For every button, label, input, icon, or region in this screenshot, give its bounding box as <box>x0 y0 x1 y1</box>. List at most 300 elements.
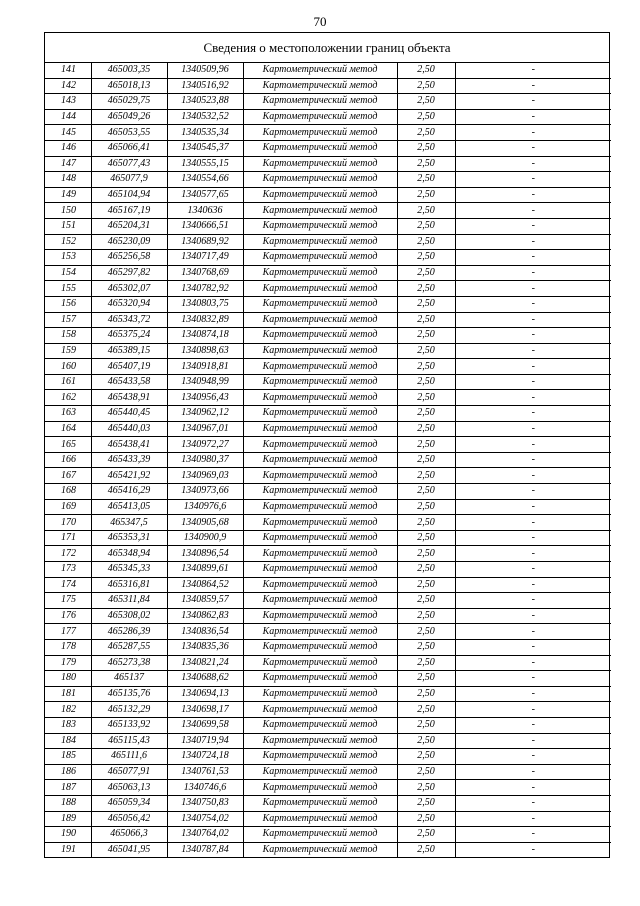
table-row <box>45 827 611 843</box>
table-row <box>45 250 611 266</box>
cell-description: - <box>455 795 611 811</box>
cell-coordinate-y: 1340516,92 <box>167 78 243 94</box>
cell-method: Картометрический метод <box>243 172 397 188</box>
cell-coordinate-y: 1340832,89 <box>167 312 243 328</box>
cell-accuracy: 2,50 <box>397 593 455 609</box>
cell-method: Картометрический метод <box>243 686 397 702</box>
cell-point-number: 152 <box>45 234 91 250</box>
cell-method: Картометрический метод <box>243 187 397 203</box>
cell-coordinate-x: 465302,07 <box>91 281 167 297</box>
cell-point-number: 141 <box>45 63 91 78</box>
cell-coordinate-x: 465416,29 <box>91 484 167 500</box>
cell-method: Картометрический метод <box>243 655 397 671</box>
cell-coordinate-x: 465286,39 <box>91 624 167 640</box>
cell-coordinate-y: 1340967,01 <box>167 421 243 437</box>
table-row <box>45 733 611 749</box>
cell-method: Картометрический метод <box>243 499 397 515</box>
table-row <box>45 187 611 203</box>
cell-accuracy: 2,50 <box>397 312 455 328</box>
cell-point-number: 162 <box>45 390 91 406</box>
cell-description: - <box>455 328 611 344</box>
table-row <box>45 328 611 344</box>
cell-accuracy: 2,50 <box>397 499 455 515</box>
cell-coordinate-x: 465348,94 <box>91 546 167 562</box>
cell-description: - <box>455 515 611 531</box>
cell-accuracy: 2,50 <box>397 172 455 188</box>
cell-point-number: 157 <box>45 312 91 328</box>
cell-description: - <box>455 546 611 562</box>
cell-method: Картометрический метод <box>243 811 397 827</box>
cell-coordinate-x: 465077,91 <box>91 764 167 780</box>
cell-coordinate-x: 465077,9 <box>91 172 167 188</box>
cell-description: - <box>455 406 611 422</box>
cell-description: - <box>455 827 611 843</box>
cell-point-number: 191 <box>45 842 91 857</box>
cell-method: Картометрический метод <box>243 717 397 733</box>
cell-point-number: 188 <box>45 795 91 811</box>
cell-coordinate-x: 465111,6 <box>91 749 167 765</box>
cell-coordinate-y: 1340698,17 <box>167 702 243 718</box>
table-row <box>45 655 611 671</box>
cell-method: Картометрический метод <box>243 156 397 172</box>
cell-method: Картометрический метод <box>243 421 397 437</box>
cell-description: - <box>455 94 611 110</box>
cell-method: Картометрический метод <box>243 671 397 687</box>
cell-description: - <box>455 63 611 78</box>
cell-point-number: 171 <box>45 530 91 546</box>
cell-description: - <box>455 686 611 702</box>
cell-coordinate-y: 1340523,88 <box>167 94 243 110</box>
cell-accuracy: 2,50 <box>397 811 455 827</box>
cell-coordinate-x: 465433,39 <box>91 452 167 468</box>
table-row <box>45 780 611 796</box>
cell-coordinate-y: 1340862,83 <box>167 608 243 624</box>
cell-point-number: 154 <box>45 265 91 281</box>
table-row <box>45 686 611 702</box>
cell-accuracy: 2,50 <box>397 437 455 453</box>
cell-method: Картометрический метод <box>243 624 397 640</box>
cell-point-number: 148 <box>45 172 91 188</box>
cell-description: - <box>455 187 611 203</box>
cell-coordinate-y: 1340874,18 <box>167 328 243 344</box>
cell-coordinate-x: 465059,34 <box>91 795 167 811</box>
table-row <box>45 468 611 484</box>
cell-coordinate-y: 1340509,96 <box>167 63 243 78</box>
cell-coordinate-x: 465003,35 <box>91 63 167 78</box>
cell-coordinate-y: 1340689,92 <box>167 234 243 250</box>
cell-coordinate-y: 1340956,43 <box>167 390 243 406</box>
cell-description: - <box>455 624 611 640</box>
cell-coordinate-x: 465230,09 <box>91 234 167 250</box>
cell-accuracy: 2,50 <box>397 702 455 718</box>
cell-coordinate-y: 1340554,66 <box>167 172 243 188</box>
cell-accuracy: 2,50 <box>397 203 455 219</box>
cell-description: - <box>455 608 611 624</box>
cell-coordinate-x: 465135,76 <box>91 686 167 702</box>
cell-coordinate-y: 1340899,61 <box>167 562 243 578</box>
cell-method: Картометрический метод <box>243 749 397 765</box>
cell-coordinate-y: 1340577,65 <box>167 187 243 203</box>
cell-accuracy: 2,50 <box>397 795 455 811</box>
cell-accuracy: 2,50 <box>397 109 455 125</box>
table-row <box>45 218 611 234</box>
cell-accuracy: 2,50 <box>397 328 455 344</box>
cell-coordinate-y: 1340532,52 <box>167 109 243 125</box>
cell-description: - <box>455 140 611 156</box>
cell-coordinate-y: 1340555,15 <box>167 156 243 172</box>
cell-coordinate-x: 465029,75 <box>91 94 167 110</box>
cell-coordinate-x: 465316,81 <box>91 577 167 593</box>
coordinates-table-body <box>45 63 611 857</box>
cell-method: Картометрический метод <box>243 764 397 780</box>
cell-description: - <box>455 125 611 141</box>
cell-point-number: 175 <box>45 593 91 609</box>
table-row <box>45 702 611 718</box>
cell-description: - <box>455 312 611 328</box>
cell-method: Картометрический метод <box>243 281 397 297</box>
cell-coordinate-y: 1340717,49 <box>167 250 243 266</box>
cell-coordinate-x: 465287,55 <box>91 639 167 655</box>
cell-coordinate-y: 1340666,51 <box>167 218 243 234</box>
cell-coordinate-y: 1340636 <box>167 203 243 219</box>
cell-point-number: 187 <box>45 780 91 796</box>
table-row <box>45 671 611 687</box>
cell-coordinate-y: 1340719,94 <box>167 733 243 749</box>
cell-coordinate-x: 465049,26 <box>91 109 167 125</box>
cell-accuracy: 2,50 <box>397 78 455 94</box>
cell-coordinate-x: 465311,84 <box>91 593 167 609</box>
cell-coordinate-y: 1340948,99 <box>167 374 243 390</box>
cell-accuracy: 2,50 <box>397 562 455 578</box>
cell-accuracy: 2,50 <box>397 717 455 733</box>
cell-accuracy: 2,50 <box>397 156 455 172</box>
cell-accuracy: 2,50 <box>397 655 455 671</box>
cell-method: Картометрический метод <box>243 140 397 156</box>
cell-coordinate-x: 465056,42 <box>91 811 167 827</box>
cell-coordinate-x: 465066,3 <box>91 827 167 843</box>
cell-point-number: 166 <box>45 452 91 468</box>
cell-point-number: 168 <box>45 484 91 500</box>
cell-point-number: 179 <box>45 655 91 671</box>
cell-coordinate-x: 465167,19 <box>91 203 167 219</box>
cell-method: Картометрический метод <box>243 312 397 328</box>
cell-point-number: 153 <box>45 250 91 266</box>
table-row <box>45 811 611 827</box>
cell-coordinate-x: 465256,58 <box>91 250 167 266</box>
cell-accuracy: 2,50 <box>397 187 455 203</box>
table-row <box>45 156 611 172</box>
cell-coordinate-y: 1340821,24 <box>167 655 243 671</box>
cell-method: Картометрический метод <box>243 608 397 624</box>
cell-method: Картометрический метод <box>243 109 397 125</box>
table-row <box>45 78 611 94</box>
cell-coordinate-y: 1340864,52 <box>167 577 243 593</box>
cell-method: Картометрический метод <box>243 530 397 546</box>
cell-description: - <box>455 437 611 453</box>
cell-description: - <box>455 811 611 827</box>
cell-description: - <box>455 218 611 234</box>
cell-method: Картометрический метод <box>243 406 397 422</box>
cell-method: Картометрический метод <box>243 452 397 468</box>
cell-coordinate-y: 1340969,03 <box>167 468 243 484</box>
cell-accuracy: 2,50 <box>397 515 455 531</box>
table-row <box>45 499 611 515</box>
cell-coordinate-x: 465375,24 <box>91 328 167 344</box>
table-row <box>45 140 611 156</box>
cell-description: - <box>455 655 611 671</box>
cell-description: - <box>455 468 611 484</box>
cell-accuracy: 2,50 <box>397 608 455 624</box>
cell-point-number: 177 <box>45 624 91 640</box>
cell-point-number: 176 <box>45 608 91 624</box>
table-row <box>45 515 611 531</box>
table-row <box>45 421 611 437</box>
cell-method: Картометрический метод <box>243 437 397 453</box>
cell-coordinate-y: 1340787,84 <box>167 842 243 857</box>
cell-description: - <box>455 717 611 733</box>
cell-description: - <box>455 780 611 796</box>
cell-description: - <box>455 203 611 219</box>
cell-point-number: 158 <box>45 328 91 344</box>
cell-point-number: 172 <box>45 546 91 562</box>
table-row <box>45 234 611 250</box>
cell-accuracy: 2,50 <box>397 406 455 422</box>
cell-method: Картометрический метод <box>243 203 397 219</box>
cell-point-number: 146 <box>45 140 91 156</box>
table-row <box>45 390 611 406</box>
cell-method: Картометрический метод <box>243 374 397 390</box>
cell-description: - <box>455 78 611 94</box>
cell-accuracy: 2,50 <box>397 343 455 359</box>
cell-method: Картометрический метод <box>243 562 397 578</box>
table-row <box>45 795 611 811</box>
cell-point-number: 183 <box>45 717 91 733</box>
cell-coordinate-y: 1340782,92 <box>167 281 243 297</box>
cell-coordinate-y: 1340905,68 <box>167 515 243 531</box>
cell-point-number: 160 <box>45 359 91 375</box>
cell-point-number: 142 <box>45 78 91 94</box>
table-row <box>45 717 611 733</box>
table-row <box>45 125 611 141</box>
table-row <box>45 437 611 453</box>
cell-accuracy: 2,50 <box>397 374 455 390</box>
cell-coordinate-y: 1340754,02 <box>167 811 243 827</box>
cell-method: Картометрический метод <box>243 515 397 531</box>
cell-coordinate-x: 465053,55 <box>91 125 167 141</box>
cell-method: Картометрический метод <box>243 94 397 110</box>
table-row <box>45 374 611 390</box>
cell-coordinate-y: 1340859,57 <box>167 593 243 609</box>
cell-point-number: 185 <box>45 749 91 765</box>
table-row <box>45 343 611 359</box>
cell-point-number: 181 <box>45 686 91 702</box>
cell-coordinate-x: 465320,94 <box>91 296 167 312</box>
cell-point-number: 156 <box>45 296 91 312</box>
cell-description: - <box>455 842 611 857</box>
cell-description: - <box>455 265 611 281</box>
table-row <box>45 312 611 328</box>
cell-description: - <box>455 484 611 500</box>
cell-point-number: 178 <box>45 639 91 655</box>
table-row <box>45 109 611 125</box>
cell-method: Картометрический метод <box>243 265 397 281</box>
cell-coordinate-y: 1340768,69 <box>167 265 243 281</box>
cell-description: - <box>455 156 611 172</box>
cell-coordinate-y: 1340972,27 <box>167 437 243 453</box>
cell-point-number: 145 <box>45 125 91 141</box>
cell-method: Картометрический метод <box>243 593 397 609</box>
cell-method: Картометрический метод <box>243 343 397 359</box>
cell-accuracy: 2,50 <box>397 250 455 266</box>
cell-point-number: 174 <box>45 577 91 593</box>
section-title: Сведения о местоположении границ объекта <box>45 33 609 63</box>
cell-accuracy: 2,50 <box>397 390 455 406</box>
cell-description: - <box>455 296 611 312</box>
cell-method: Картометрический метод <box>243 795 397 811</box>
cell-description: - <box>455 281 611 297</box>
table-row <box>45 265 611 281</box>
cell-description: - <box>455 234 611 250</box>
cell-point-number: 165 <box>45 437 91 453</box>
cell-description: - <box>455 172 611 188</box>
cell-coordinate-x: 465440,45 <box>91 406 167 422</box>
cell-coordinate-y: 1340980,37 <box>167 452 243 468</box>
cell-method: Картометрический метод <box>243 842 397 857</box>
cell-description: - <box>455 250 611 266</box>
cell-accuracy: 2,50 <box>397 296 455 312</box>
cell-method: Картометрический метод <box>243 702 397 718</box>
table-row <box>45 359 611 375</box>
table-row <box>45 94 611 110</box>
cell-coordinate-x: 465343,72 <box>91 312 167 328</box>
table-row <box>45 577 611 593</box>
table-row <box>45 484 611 500</box>
cell-method: Картометрический метод <box>243 639 397 655</box>
cell-coordinate-x: 465433,58 <box>91 374 167 390</box>
cell-point-number: 159 <box>45 343 91 359</box>
cell-description: - <box>455 421 611 437</box>
cell-description: - <box>455 749 611 765</box>
cell-point-number: 182 <box>45 702 91 718</box>
cell-description: - <box>455 374 611 390</box>
cell-method: Картометрический метод <box>243 780 397 796</box>
cell-point-number: 151 <box>45 218 91 234</box>
table-row <box>45 203 611 219</box>
cell-point-number: 170 <box>45 515 91 531</box>
table-row <box>45 63 611 78</box>
cell-coordinate-x: 465273,38 <box>91 655 167 671</box>
cell-coordinate-x: 465440,03 <box>91 421 167 437</box>
cell-description: - <box>455 109 611 125</box>
table-row <box>45 842 611 857</box>
cell-coordinate-x: 465353,31 <box>91 530 167 546</box>
cell-accuracy: 2,50 <box>397 359 455 375</box>
cell-method: Картометрический метод <box>243 296 397 312</box>
cell-description: - <box>455 562 611 578</box>
table-row <box>45 281 611 297</box>
cell-accuracy: 2,50 <box>397 530 455 546</box>
cell-method: Картометрический метод <box>243 63 397 78</box>
cell-coordinate-y: 1340764,02 <box>167 827 243 843</box>
cell-method: Картометрический метод <box>243 484 397 500</box>
cell-point-number: 164 <box>45 421 91 437</box>
cell-coordinate-x: 465137 <box>91 671 167 687</box>
cell-accuracy: 2,50 <box>397 639 455 655</box>
cell-coordinate-x: 465066,41 <box>91 140 167 156</box>
cell-description: - <box>455 499 611 515</box>
cell-accuracy: 2,50 <box>397 452 455 468</box>
cell-description: - <box>455 452 611 468</box>
cell-point-number: 163 <box>45 406 91 422</box>
cell-coordinate-x: 465115,43 <box>91 733 167 749</box>
page-number: 70 <box>313 14 327 29</box>
boundary-coordinates-sheet <box>44 32 610 858</box>
cell-method: Картометрический метод <box>243 250 397 266</box>
table-row <box>45 530 611 546</box>
cell-accuracy: 2,50 <box>397 484 455 500</box>
cell-accuracy: 2,50 <box>397 265 455 281</box>
cell-method: Картометрический метод <box>243 218 397 234</box>
cell-description: - <box>455 359 611 375</box>
table-row <box>45 562 611 578</box>
cell-accuracy: 2,50 <box>397 218 455 234</box>
cell-accuracy: 2,50 <box>397 281 455 297</box>
cell-coordinate-x: 465413,05 <box>91 499 167 515</box>
cell-method: Картометрический метод <box>243 546 397 562</box>
cell-accuracy: 2,50 <box>397 546 455 562</box>
cell-method: Картометрический метод <box>243 733 397 749</box>
cell-description: - <box>455 530 611 546</box>
cell-coordinate-x: 465347,5 <box>91 515 167 531</box>
cell-coordinate-y: 1340803,75 <box>167 296 243 312</box>
cell-coordinate-x: 465438,41 <box>91 437 167 453</box>
cell-description: - <box>455 343 611 359</box>
table-row <box>45 406 611 422</box>
cell-coordinate-y: 1340973,66 <box>167 484 243 500</box>
cell-method: Картометрический метод <box>243 468 397 484</box>
table-row <box>45 452 611 468</box>
cell-coordinate-y: 1340900,9 <box>167 530 243 546</box>
cell-coordinate-y: 1340976,6 <box>167 499 243 515</box>
table-row <box>45 608 611 624</box>
cell-coordinate-x: 465297,82 <box>91 265 167 281</box>
cell-accuracy: 2,50 <box>397 686 455 702</box>
cell-point-number: 147 <box>45 156 91 172</box>
cell-point-number: 173 <box>45 562 91 578</box>
cell-coordinate-y: 1340699,58 <box>167 717 243 733</box>
cell-description: - <box>455 593 611 609</box>
cell-description: - <box>455 390 611 406</box>
cell-description: - <box>455 639 611 655</box>
cell-coordinate-x: 465421,92 <box>91 468 167 484</box>
cell-point-number: 144 <box>45 109 91 125</box>
cell-method: Картометрический метод <box>243 390 397 406</box>
cell-coordinate-x: 465132,29 <box>91 702 167 718</box>
cell-coordinate-y: 1340688,62 <box>167 671 243 687</box>
cell-coordinate-y: 1340898,63 <box>167 343 243 359</box>
cell-coordinate-x: 465104,94 <box>91 187 167 203</box>
cell-accuracy: 2,50 <box>397 234 455 250</box>
cell-description: - <box>455 702 611 718</box>
cell-accuracy: 2,50 <box>397 125 455 141</box>
cell-point-number: 155 <box>45 281 91 297</box>
cell-coordinate-y: 1340962,12 <box>167 406 243 422</box>
table-row <box>45 764 611 780</box>
cell-coordinate-x: 465063,13 <box>91 780 167 796</box>
cell-method: Картометрический метод <box>243 328 397 344</box>
cell-coordinate-x: 465133,92 <box>91 717 167 733</box>
cell-coordinate-y: 1340724,18 <box>167 749 243 765</box>
